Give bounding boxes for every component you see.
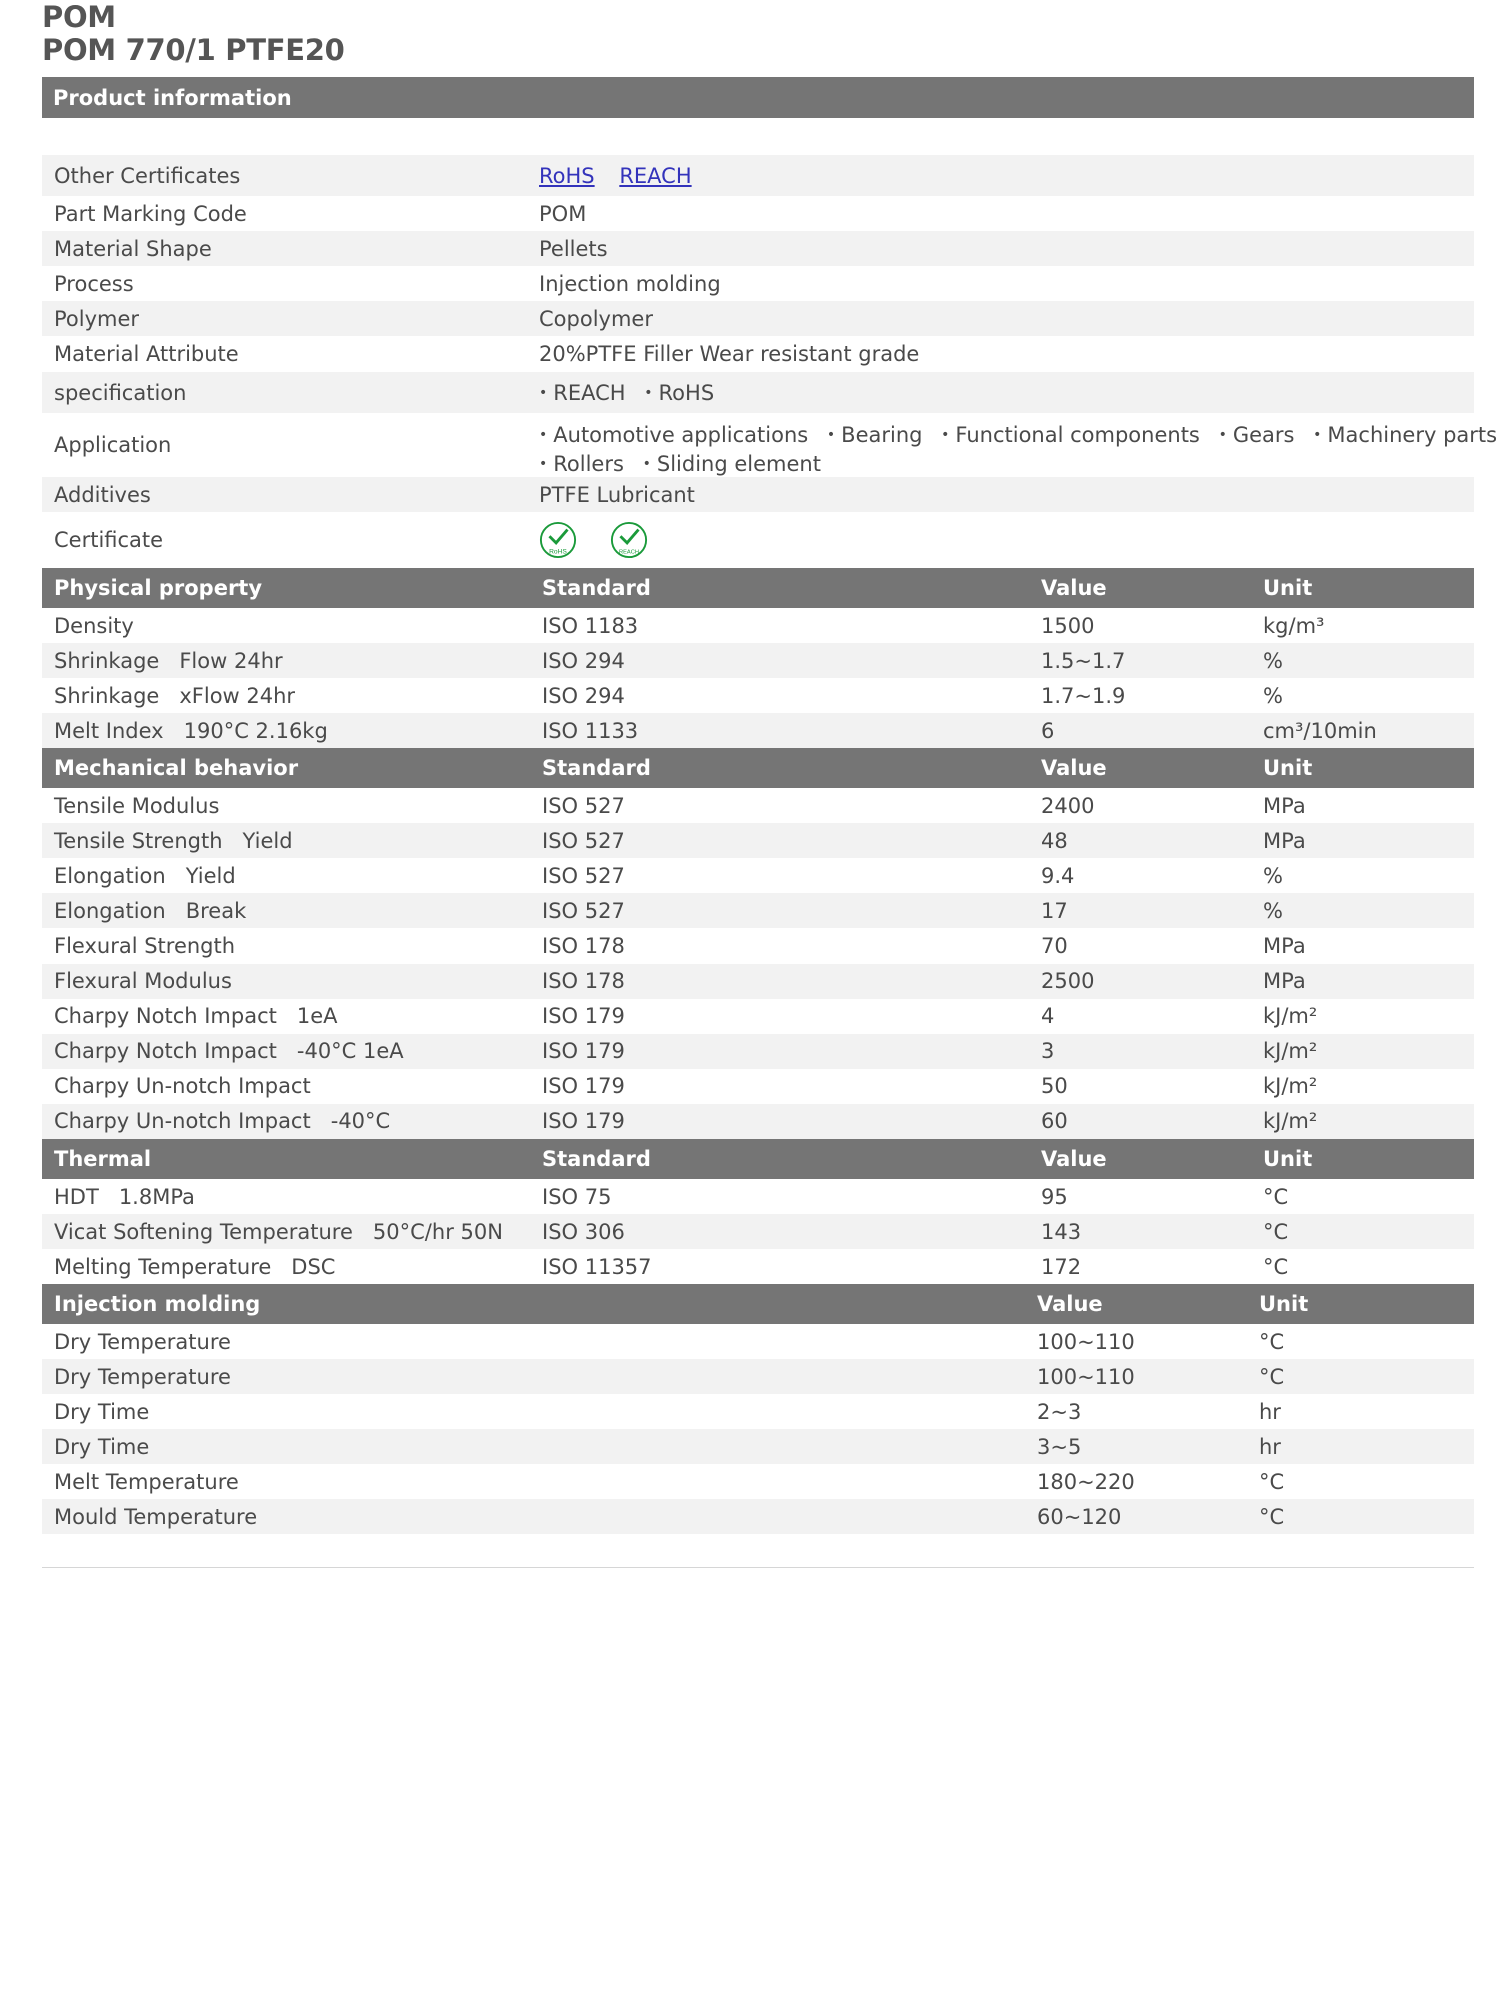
- page-titles: [42, 0, 344, 67]
- thermal-title: Thermal: [54, 1147, 152, 1171]
- reach-badge-icon: [610, 521, 648, 559]
- physical-property-title: Physical property: [54, 576, 263, 600]
- part-marking-code-label: Part Marking Code: [54, 201, 247, 226]
- unit-cell: °C: [1259, 1329, 1285, 1354]
- table-row: [42, 1499, 1474, 1534]
- row-polymer: [42, 301, 1474, 336]
- row-specification: [42, 372, 1474, 413]
- unit-cell: MPa: [1263, 828, 1306, 853]
- application-item: • Bearing: [827, 422, 923, 451]
- rohs-badge-text: RoHS: [549, 547, 567, 555]
- specification-label: specification: [54, 380, 187, 405]
- property-name: Density: [54, 613, 134, 638]
- unit-cell: hr: [1259, 1399, 1281, 1424]
- footer-divider: [42, 1567, 1474, 1568]
- value-cell: 4: [1041, 1004, 1055, 1029]
- property-name: Charpy Un-notch Impact -40°C: [54, 1109, 391, 1134]
- part-marking-code-value: POM: [539, 201, 587, 226]
- injection-molding-header: [42, 1284, 1474, 1324]
- standard-cell: ISO 527: [542, 828, 625, 853]
- property-name: Charpy Notch Impact 1eA: [54, 1004, 338, 1029]
- standard-column-header: Standard: [542, 576, 651, 600]
- value-column-header: Value: [1037, 1292, 1103, 1316]
- row-material-attribute: [42, 336, 1474, 371]
- row-additives: [42, 477, 1474, 512]
- value-cell: 1.7~1.9: [1041, 683, 1126, 708]
- value-cell: 6: [1041, 718, 1055, 743]
- property-name: Dry Time: [54, 1399, 150, 1424]
- value-cell: 2500: [1041, 969, 1095, 994]
- property-name: Elongation Yield: [54, 863, 236, 888]
- property-name: Tensile Modulus: [54, 793, 220, 818]
- property-name: Shrinkage xFlow 24hr: [54, 683, 296, 708]
- rohs-badge-icon: [539, 521, 577, 559]
- standard-column-header: Standard: [542, 1147, 651, 1171]
- property-name: Shrinkage Flow 24hr: [54, 648, 283, 673]
- standard-cell: ISO 75: [542, 1184, 612, 1209]
- unit-cell: °C: [1259, 1364, 1285, 1389]
- standard-cell: ISO 179: [542, 1039, 625, 1064]
- spec-item-rohs: • RoHS: [644, 381, 714, 405]
- unit-cell: kJ/m²: [1263, 1109, 1318, 1134]
- value-cell: 17: [1041, 898, 1068, 923]
- unit-cell: MPa: [1263, 793, 1306, 818]
- property-name: Dry Temperature: [54, 1364, 231, 1389]
- unit-cell: kg/m³: [1263, 613, 1325, 638]
- table-row: [42, 858, 1474, 893]
- standard-cell: ISO 306: [542, 1219, 625, 1244]
- property-name: Vicat Softening Temperature 50°C/hr 50N: [54, 1219, 503, 1244]
- value-column-header: Value: [1041, 1147, 1107, 1171]
- application-item: • Gears: [1219, 422, 1295, 451]
- property-name: Charpy Un-notch Impact: [54, 1074, 311, 1099]
- certificate-icons: [539, 521, 674, 559]
- application-item: • Functional components: [941, 422, 1200, 451]
- mechanical-behavior-header: [42, 748, 1474, 788]
- table-row: [42, 1394, 1474, 1429]
- reach-badge-text: REACH: [618, 548, 639, 555]
- table-row: [42, 1464, 1474, 1499]
- value-cell: 2~3: [1037, 1399, 1082, 1424]
- table-row: [42, 1249, 1474, 1284]
- row-other-certificates: [42, 155, 1474, 196]
- unit-cell: °C: [1259, 1504, 1285, 1529]
- unit-cell: %: [1263, 898, 1283, 923]
- standard-cell: ISO 294: [542, 648, 625, 673]
- value-cell: 3: [1041, 1039, 1055, 1064]
- table-row: [42, 1104, 1474, 1139]
- other-certificates-label: Other Certificates: [54, 163, 241, 188]
- value-cell: 3~5: [1037, 1434, 1082, 1459]
- application-line-1: [539, 423, 1500, 447]
- table-row: [42, 1324, 1474, 1359]
- standard-cell: ISO 178: [542, 969, 625, 994]
- spec-item-reach: • REACH: [539, 381, 626, 405]
- application-item: • Machinery parts: [1313, 422, 1497, 451]
- row-certificate: [42, 512, 1474, 567]
- unit-column-header: Unit: [1263, 576, 1313, 600]
- unit-cell: MPa: [1263, 969, 1306, 994]
- row-process: [42, 266, 1474, 301]
- table-row: [42, 678, 1474, 713]
- reach-link[interactable]: REACH: [619, 163, 692, 188]
- property-name: Elongation Break: [54, 898, 247, 923]
- standard-cell: ISO 527: [542, 863, 625, 888]
- standard-cell: ISO 527: [542, 793, 625, 818]
- certificate-label: Certificate: [54, 527, 164, 552]
- standard-cell: ISO 294: [542, 683, 625, 708]
- property-name: Flexural Modulus: [54, 969, 232, 994]
- additives-label: Additives: [54, 482, 151, 507]
- table-row: [42, 999, 1474, 1034]
- additives-value: PTFE Lubricant: [539, 482, 695, 507]
- value-cell: 180~220: [1037, 1469, 1135, 1494]
- value-cell: 9.4: [1041, 863, 1075, 888]
- unit-cell: kJ/m²: [1263, 1039, 1318, 1064]
- table-row: [42, 964, 1474, 999]
- standard-cell: ISO 11357: [542, 1254, 652, 1279]
- unit-cell: °C: [1263, 1219, 1289, 1244]
- property-name: Melt Index 190°C 2.16kg: [54, 718, 328, 743]
- unit-cell: °C: [1259, 1469, 1285, 1494]
- table-row: [42, 893, 1474, 928]
- row-part-marking-code: [42, 196, 1474, 231]
- value-cell: 2400: [1041, 793, 1095, 818]
- property-name: Flexural Strength: [54, 933, 236, 958]
- mechanical-behavior-title: Mechanical behavior: [54, 756, 299, 780]
- row-application: [42, 413, 1498, 477]
- value-cell: 70: [1041, 933, 1068, 958]
- thermal-header: [42, 1139, 1474, 1179]
- material-shape-value: Pellets: [539, 236, 608, 261]
- standard-cell: ISO 179: [542, 1109, 625, 1134]
- injection-molding-title: Injection molding: [54, 1292, 261, 1316]
- table-row: [42, 1069, 1474, 1104]
- process-label: Process: [54, 271, 134, 296]
- standard-cell: ISO 179: [542, 1004, 625, 1029]
- value-cell: 143: [1041, 1219, 1082, 1244]
- physical-property-header: [42, 568, 1474, 608]
- application-values: [539, 422, 1500, 480]
- polymer-value: Copolymer: [539, 306, 653, 331]
- material-attribute-value: 20%PTFE Filler Wear resistant grade: [539, 341, 920, 366]
- unit-cell: kJ/m²: [1263, 1074, 1318, 1099]
- application-item: • Rollers: [539, 451, 624, 480]
- standard-cell: ISO 527: [542, 898, 625, 923]
- specification-values: [539, 381, 726, 405]
- unit-cell: %: [1263, 648, 1283, 673]
- standard-cell: ISO 179: [542, 1074, 625, 1099]
- unit-column-header: Unit: [1263, 756, 1313, 780]
- table-row: [42, 1179, 1474, 1214]
- value-cell: 1500: [1041, 613, 1095, 638]
- rohs-link[interactable]: RoHS: [539, 163, 595, 188]
- property-name: Tensile Strength Yield: [54, 828, 293, 853]
- table-row: [42, 788, 1474, 823]
- property-name: Charpy Notch Impact -40°C 1eA: [54, 1039, 404, 1064]
- unit-column-header: Unit: [1259, 1292, 1309, 1316]
- property-name: Melt Temperature: [54, 1469, 239, 1494]
- value-cell: 1.5~1.7: [1041, 648, 1126, 673]
- standard-column-header: Standard: [542, 756, 651, 780]
- table-row: [42, 1214, 1474, 1249]
- table-row: [42, 643, 1474, 678]
- material-shape-label: Material Shape: [54, 236, 212, 261]
- application-item: • Automotive applications: [539, 422, 808, 451]
- unit-cell: hr: [1259, 1434, 1281, 1459]
- unit-cell: %: [1263, 863, 1283, 888]
- unit-cell: MPa: [1263, 933, 1306, 958]
- value-column-header: Value: [1041, 756, 1107, 780]
- property-name: Mould Temperature: [54, 1504, 258, 1529]
- unit-cell: %: [1263, 683, 1283, 708]
- value-cell: 48: [1041, 828, 1068, 853]
- table-row: [42, 1429, 1474, 1464]
- value-column-header: Value: [1041, 576, 1107, 600]
- table-row: [42, 1034, 1474, 1069]
- product-information-header: [42, 77, 1474, 118]
- value-cell: 100~110: [1037, 1329, 1135, 1354]
- table-row: [42, 713, 1474, 748]
- application-line-2: [539, 452, 833, 476]
- table-row: [42, 823, 1474, 858]
- product-grade-title: POM 770/1 PTFE20: [42, 33, 345, 67]
- other-certificates-links: [539, 164, 710, 188]
- row-material-shape: [42, 231, 1474, 266]
- standard-cell: ISO 1133: [542, 718, 639, 743]
- application-item: • Sliding element: [643, 451, 821, 480]
- value-cell: 60: [1041, 1109, 1068, 1134]
- table-row: [42, 608, 1474, 643]
- unit-cell: °C: [1263, 1184, 1289, 1209]
- table-row: [42, 1359, 1474, 1394]
- value-cell: 60~120: [1037, 1504, 1122, 1529]
- unit-cell: °C: [1263, 1254, 1289, 1279]
- application-label: Application: [54, 433, 172, 457]
- table-row: [42, 928, 1474, 963]
- value-cell: 172: [1041, 1254, 1082, 1279]
- standard-cell: ISO 1183: [542, 613, 639, 638]
- value-cell: 100~110: [1037, 1364, 1135, 1389]
- process-value: Injection molding: [539, 271, 721, 296]
- unit-cell: kJ/m²: [1263, 1004, 1318, 1029]
- product-information-title: Product information: [53, 85, 292, 110]
- property-name: Melting Temperature DSC: [54, 1254, 336, 1279]
- value-cell: 50: [1041, 1074, 1068, 1099]
- unit-column-header: Unit: [1263, 1147, 1313, 1171]
- property-name: Dry Temperature: [54, 1329, 231, 1354]
- material-family-title: POM: [42, 0, 116, 34]
- property-name: HDT 1.8MPa: [54, 1184, 195, 1209]
- polymer-label: Polymer: [54, 306, 140, 331]
- unit-cell: cm³/10min: [1263, 718, 1377, 743]
- material-attribute-label: Material Attribute: [54, 341, 239, 366]
- standard-cell: ISO 178: [542, 933, 625, 958]
- property-name: Dry Time: [54, 1434, 150, 1459]
- value-cell: 95: [1041, 1184, 1068, 1209]
